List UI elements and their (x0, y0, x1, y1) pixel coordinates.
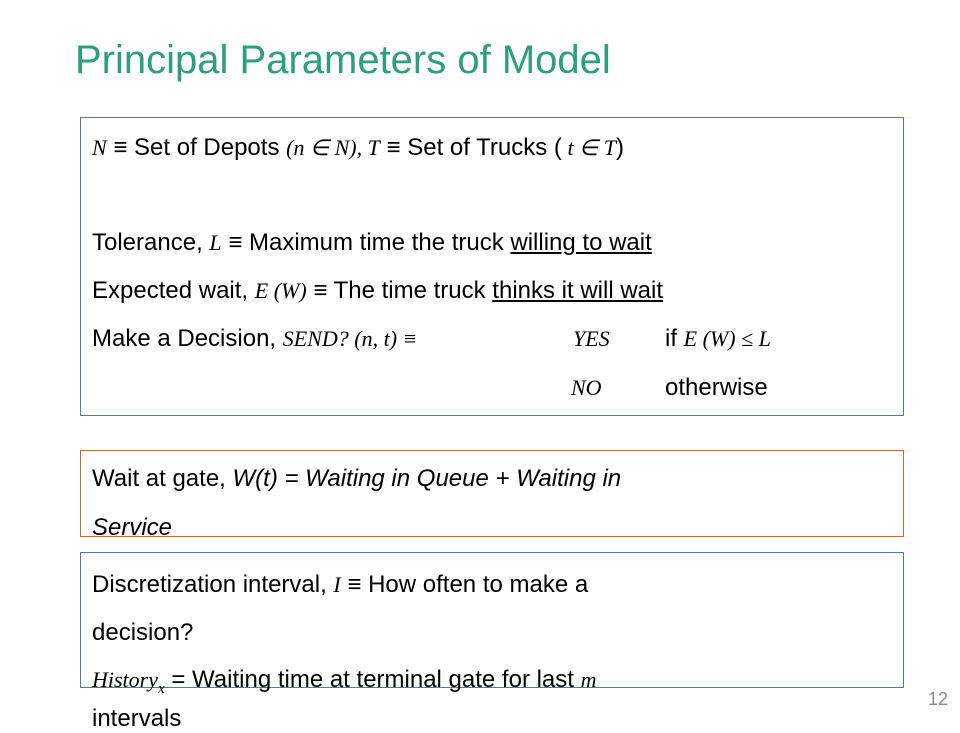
history-subscript: x (158, 680, 165, 697)
discretization-definition: ≡ How often to make a (340, 571, 589, 598)
symbol-I: I (333, 572, 341, 597)
decision-no (571, 374, 602, 402)
history-definition: = Waiting time at terminal gate for last (164, 666, 581, 693)
symbol-m: m (580, 667, 597, 692)
condition-expression: E (W) ≤ L (683, 326, 771, 351)
trucks-definition: ≡ Set of Trucks ( (379, 134, 562, 161)
intervals-text: intervals (92, 705, 182, 732)
symbol-history: History (92, 667, 158, 692)
yes-value: YES (573, 326, 610, 351)
symbol-EW: E (W) (254, 278, 307, 303)
expected-wait-label: Expected wait, (92, 277, 255, 304)
expected-wait-line (92, 277, 663, 305)
expected-wait-definition: ≡ The time truck (306, 277, 493, 304)
depots-trucks-line (92, 134, 624, 162)
decision-line (92, 325, 417, 353)
wait-at-gate-label: Wait at gate, (92, 465, 233, 492)
discretization-continuation (92, 619, 193, 647)
history-continuation (92, 705, 181, 733)
tolerance-label: Tolerance, (92, 229, 210, 256)
symbol-L: L (209, 230, 222, 255)
tolerance-definition: ≡ Maximum time the truck (221, 229, 511, 256)
close-paren: ) (615, 134, 624, 161)
parameters-box (80, 117, 904, 416)
wait-formula-cont: Service (92, 514, 173, 541)
symbol-send: SEND? (n, t) ≡ (282, 326, 418, 351)
decision-yes (573, 325, 610, 353)
symbol-T: T (367, 135, 380, 160)
history-line (92, 666, 597, 698)
symbol-N: N (92, 135, 107, 160)
discretization-label: Discretization interval, (92, 571, 334, 598)
discretization-box (80, 552, 904, 732)
wait-at-gate-box (80, 450, 904, 541)
tolerance-line (92, 229, 652, 257)
decision-otherwise (665, 374, 768, 402)
wait-formula: W(t) = Waiting in Queue + Waiting in (232, 465, 622, 492)
page-number: 12 (928, 689, 949, 709)
decision-question: decision? (92, 619, 194, 646)
separator: , (356, 135, 368, 160)
if-keyword: if (665, 325, 684, 352)
wait-at-gate-line (92, 465, 621, 493)
otherwise-text: otherwise (665, 374, 768, 401)
slide-title: Principal Parameters of Model (75, 38, 611, 82)
discretization-line (92, 571, 588, 599)
no-value: NO (571, 375, 602, 400)
wait-at-gate-continuation (92, 514, 172, 542)
depot-index: (n ∈ N) (286, 135, 357, 160)
expected-wait-underlined: thinks it will wait (492, 277, 664, 304)
truck-index: t ∈ T (561, 135, 616, 160)
decision-label: Make a Decision, (92, 325, 283, 352)
decision-condition (665, 325, 771, 353)
tolerance-underlined: willing to wait (510, 229, 652, 256)
depots-definition: ≡ Set of Depots (106, 134, 287, 161)
